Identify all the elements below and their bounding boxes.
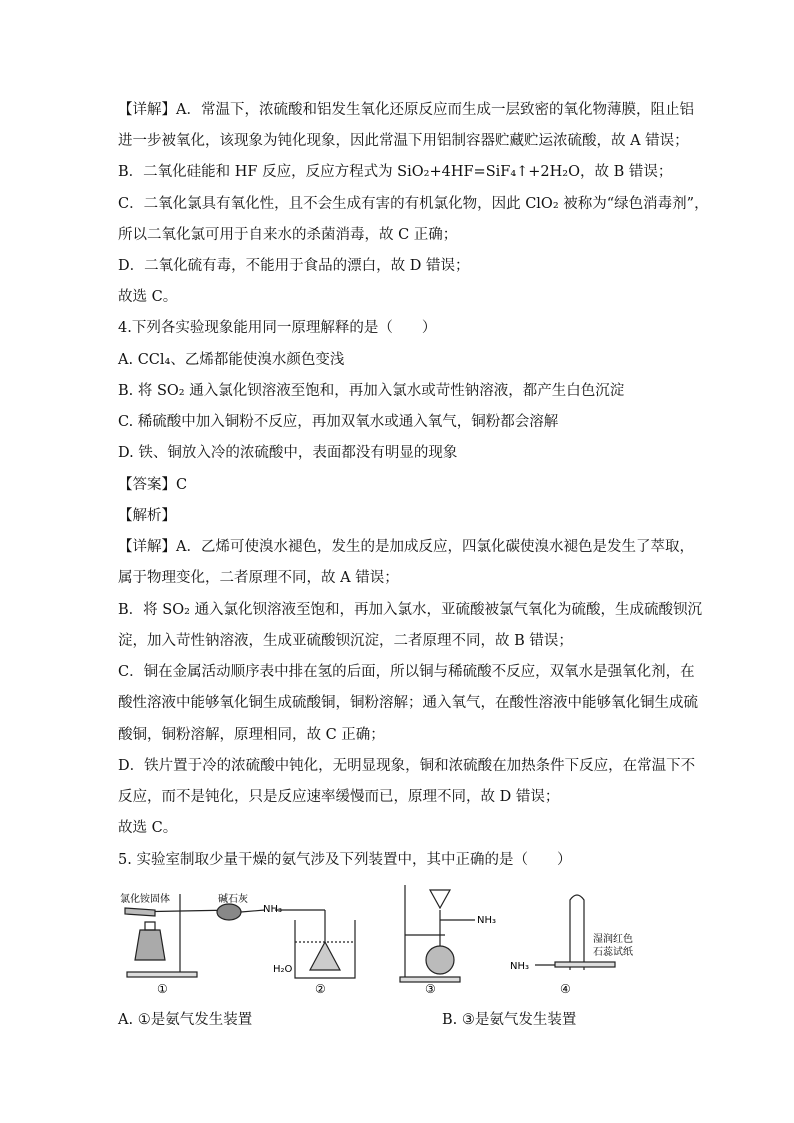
analysis-q3-line4: C．二氧化氯具有氧化性，且不会生成有害的有机氯化物，因此 ClO₂ 被称为“绿色消毒剂”， bbox=[118, 196, 709, 212]
apparatus-2-number: ② bbox=[315, 982, 326, 996]
label-h2o: H₂O bbox=[273, 964, 293, 975]
question-4-option-d: D. 铁、铜放入冷的浓硫酸中，表面都没有明显的现象 bbox=[118, 445, 458, 461]
analysis-q4-line9: 反应，而不是钝化，只是反应速率缓慢而已，原理不同，故 D 错误； bbox=[118, 789, 560, 805]
answer-choice-q3: 故选 C。 bbox=[118, 289, 178, 305]
label-nh3-4: NH₃ bbox=[510, 961, 530, 972]
analysis-q3-line2: 进一步被氧化，该现象为钝化现象，因此常温下用铝制容器贮藏贮运浓硫酸，故 A 错误； bbox=[118, 133, 689, 149]
question-4-stem: 4.下列各实验现象能用同一原理解释的是（ ） bbox=[118, 320, 437, 336]
analysis-q4-line2: 属于物理变化，二者原理不同，故 A 错误； bbox=[118, 570, 399, 586]
question-5-option-a: A. ①是氨气发生装置 bbox=[118, 1012, 253, 1028]
analysis-q4-line5: C．铜在金属活动顺序表中排在氢的后面，所以铜与稀硫酸不反应，双氧水是强氧化剂，在 bbox=[118, 664, 695, 680]
label-nh4cl: 氯化铵固体 bbox=[120, 894, 170, 905]
apparatus-diagram bbox=[115, 880, 675, 1000]
label-nh3-2: NH₃ bbox=[263, 904, 283, 915]
analysis-q4-line7: 酸铜，铜粉溶解，原理相同，故 C 正确； bbox=[118, 727, 385, 743]
analysis-q4-line3: B．将 SO₂ 通入氯化钡溶液至饱和，再加入氯水，亚硫酸被氯气氧化为硫酸，生成硫酸钡沉 bbox=[118, 602, 703, 618]
analysis-q4-line1: 【详解】A．乙烯可使溴水褪色，发生的是加成反应，四氯化碳使溴水褪色是发生了萃取， bbox=[118, 539, 694, 555]
question-5-stem: 5. 实验室制取少量干燥的氨气涉及下列装置中，其中正确的是（ ） bbox=[118, 852, 572, 868]
question-4-answer: 【答案】C bbox=[118, 477, 188, 493]
apparatus-1 bbox=[125, 894, 265, 977]
question-4-option-c: C. 稀硫酸中加入铜粉不反应，再加双氧水或通入氧气，铜粉都会溶解 bbox=[118, 414, 559, 430]
analysis-q3-line6: D．二氧化硫有毒，不能用于食品的漂白，故 D 错误； bbox=[118, 258, 470, 274]
question-4-option-b: B. 将 SO₂ 通入氯化钡溶液至饱和，再加入氯水或苛性钠溶液，都产生白色沉淀 bbox=[118, 383, 625, 399]
analysis-q4-line4: 淀，加入苛性钠溶液，生成亚硫酸钡沉淀，二者原理不同，故 B 错误； bbox=[118, 633, 573, 649]
analysis-q3-line3: B．二氧化硅能和 HF 反应，反应方程式为 SiO₂+4HF=SiF₄↑+2H₂O，故 B 错误； bbox=[118, 164, 673, 180]
question-4-analysis-heading: 【解析】 bbox=[118, 508, 176, 524]
label-nh3-3: NH₃ bbox=[477, 915, 497, 926]
label-litmus-2: 石蕊试纸 bbox=[593, 947, 633, 958]
analysis-q3-line1: 【详解】A．常温下，浓硫酸和铝发生氧化还原反应而生成一层致密的氧化物薄膜，阻止铝 bbox=[118, 102, 694, 118]
analysis-q4-line8: D．铁片置于冷的浓硫酸中钝化，无明显现象，铜和浓硫酸在加热条件下反应，在常温下不 bbox=[118, 758, 696, 774]
label-litmus-1: 湿润红色 bbox=[593, 934, 633, 945]
apparatus-3 bbox=[400, 885, 475, 982]
apparatus-3-number: ③ bbox=[425, 982, 436, 996]
analysis-q4-line6: 酸性溶液中能够氧化铜生成硫酸铜，铜粉溶解；通入氧气，在酸性溶液中能够氧化铜生成硫 bbox=[118, 695, 698, 711]
label-sodalime: 碱石灰 bbox=[218, 894, 248, 905]
question-4-option-a: A. CCl₄、乙烯都能使溴水颜色变浅 bbox=[118, 352, 345, 368]
apparatus-1-number: ① bbox=[157, 982, 168, 996]
answer-choice-q4: 故选 C。 bbox=[118, 820, 178, 836]
analysis-q3-line5: 所以二氧化氯可用于自来水的杀菌消毒，故 C 正确； bbox=[118, 227, 458, 243]
apparatus-4 bbox=[535, 895, 615, 970]
apparatus-4-number: ④ bbox=[560, 982, 571, 996]
question-5-option-b: B. ③是氨气发生装置 bbox=[442, 1012, 577, 1028]
